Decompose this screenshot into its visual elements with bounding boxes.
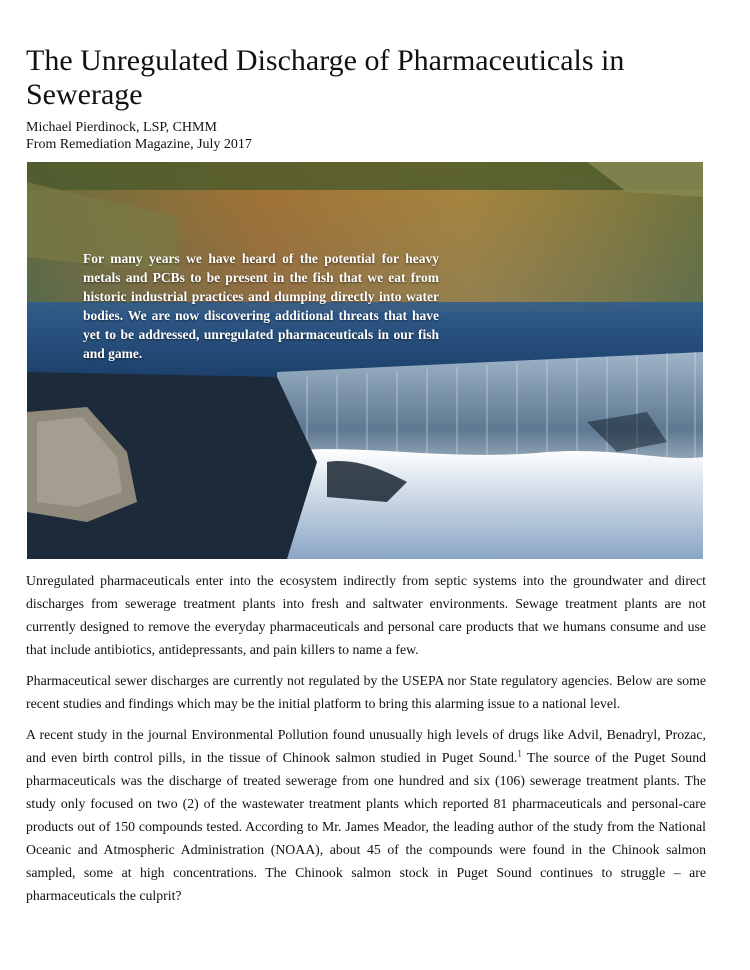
paragraph-1: Unregulated pharmaceuticals enter into the ecosystem indirectly from septic systems into the groundwater and direct discharges from sewerage treatment plants into fresh and saltwater environments. Sewage treatment plants are not currently designed to remove the everyday pharmaceuticals and personal care products that we humans consume and use that include antibiotics, antidepressants, and pain killers to name a few. bbox=[26, 573, 706, 657]
hero-overlay-text: For many years we have heard of the potential for heavy metals and PCBs to be present in the fish that we eat from historic industrial practices and dumping directly into water bodies. We are now discovering additional threats that have yet to be addressed, unregulated pharmaceuticals in our fish and game. bbox=[83, 251, 439, 361]
paragraph-3-part-a: A recent study in the journal Environmental Pollution found unusually high levels of drugs like Advil, Benadryl, Prozac, and even birth control pills, in the tissue of Chinook salmon studied in Puget Sound. bbox=[26, 727, 706, 765]
hero-image bbox=[27, 162, 703, 559]
article-body bbox=[26, 569, 706, 915]
source-line: From Remediation Magazine, July 2017 bbox=[26, 137, 252, 152]
byline bbox=[26, 119, 252, 153]
paragraph-2: Pharmaceutical sewer discharges are currently not regulated by the USEPA nor State regulatory agencies. Below are some recent studies and findings which may be the initial platform to bring this alarming issue to a national level. bbox=[26, 673, 706, 711]
paragraph-3 bbox=[26, 723, 706, 907]
author-line: Michael Pierdinock, LSP, CHMM bbox=[26, 120, 217, 135]
footnote-marker: 1 bbox=[517, 748, 522, 759]
paragraph-3-part-b: The source of the Puget Sound pharmaceuticals was the discharge of treated sewerage from one hundred and six (106) sewerage treatment plants. The study only focused on two (2) of the wastewater treatment plants which reported 81 pharmaceuticals and personal-care products out of 150 compounds tested. According to Mr. James Meador, the leading author of the study from the National Oceanic and Atmospheric Administration (NOAA), about 45 of the compounds were found in the Chinook salmon sampled, some at high concentrations. The Chinook salmon stock in Puget Sound continues to struggle – are pharmaceuticals the culprit? bbox=[26, 750, 706, 903]
article-title: The Unregulated Discharge of Pharmaceuticals in Sewerage bbox=[26, 44, 625, 111]
